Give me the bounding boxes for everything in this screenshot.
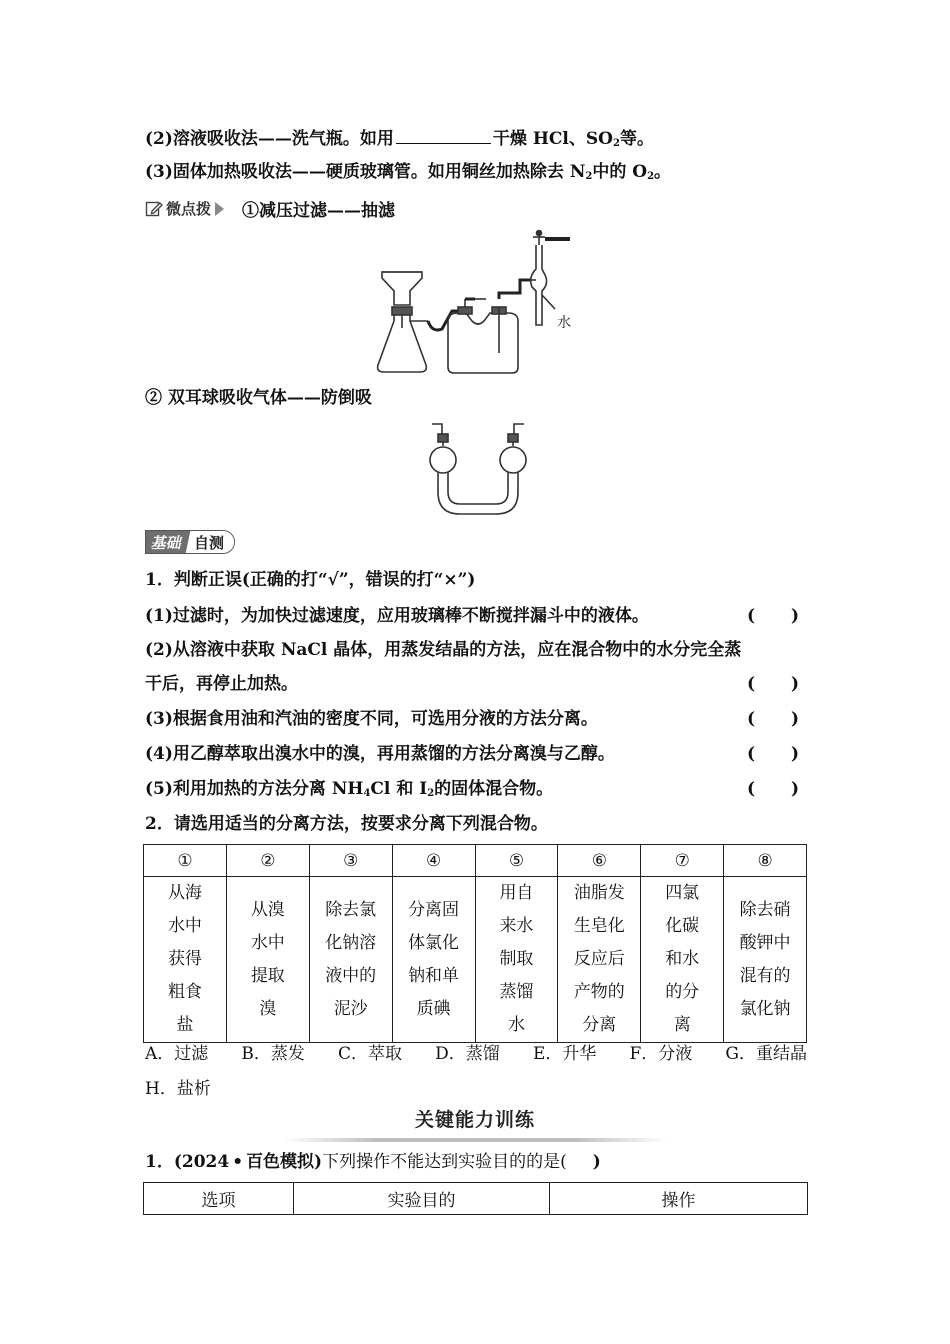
option: A．过滤 bbox=[145, 1044, 209, 1064]
suction-filtration-diagram bbox=[370, 225, 590, 380]
buchner-funnel bbox=[382, 272, 422, 305]
answer-parens: ( ) bbox=[747, 779, 799, 799]
section-title-rule bbox=[282, 1138, 668, 1142]
safety-bottle bbox=[448, 313, 518, 373]
option: G．重结晶 bbox=[725, 1044, 807, 1064]
q1-item-2-cont: 干后，再停止加热。 bbox=[145, 674, 298, 694]
q1-item-4: (4)用乙醇萃取出溴水中的溴，再用蒸馏的方法分离溴与乙醇。 bbox=[145, 744, 615, 764]
tip-item-1: ①减压过滤——抽滤 bbox=[242, 201, 396, 221]
option: E．升华 bbox=[532, 1044, 597, 1064]
training-q1: 1．(2024 • 百色模拟)下列操作不能达到实验目的的是( ) bbox=[145, 1152, 601, 1172]
table-cell: 从海 水中 获得 粗食 盐 bbox=[144, 877, 227, 1043]
tip-item-2: ② 双耳球吸收气体——防倒吸 bbox=[145, 388, 372, 408]
answer-parens: ( ) bbox=[747, 744, 799, 764]
water-aspirator bbox=[531, 245, 547, 325]
option-h: H．盐析 bbox=[145, 1079, 211, 1099]
tip-tag bbox=[145, 196, 395, 221]
table-cell: 用自 来水 制取 蒸馏 水 bbox=[475, 877, 558, 1043]
table-row bbox=[144, 877, 807, 1043]
q1-item-1: (1)过滤时，为加快过滤速度，应用玻璃棒不断搅拌漏斗中的液体。 bbox=[145, 606, 649, 626]
method-2-line: (2)溶液吸收法——洗气瓶。如用 干燥 HCl、$SO_2$等。 bbox=[145, 129, 654, 149]
option: B．蒸发 bbox=[241, 1044, 305, 1064]
table-header-cell: ⑤ bbox=[475, 845, 558, 877]
table-header-cell: 实验目的 bbox=[294, 1183, 550, 1215]
q1-item-3: (3)根据食用油和汽油的密度不同，可选用分液的方法分离。 bbox=[145, 709, 598, 729]
q1-item-5: (5)利用加热的方法分离 $NH_4Cl$ 和 $I_2$的固体混合物。 bbox=[145, 779, 554, 799]
table-header-cell: ⑦ bbox=[641, 845, 724, 877]
table-header-cell: 操作 bbox=[550, 1183, 808, 1215]
answer-parens: ( ) bbox=[747, 606, 799, 626]
table-header-cell: ⑥ bbox=[558, 845, 641, 877]
table-cell: 四氯 化碳 和水 的分 离 bbox=[641, 877, 724, 1043]
q2-title: 2．请选用适当的分离方法，按要求分离下列混合物。 bbox=[145, 814, 548, 834]
table-cell: 从溴 水中 提取 溴 bbox=[226, 877, 309, 1043]
option: D．蒸馏 bbox=[435, 1044, 500, 1064]
table-header-cell: 选项 bbox=[144, 1183, 294, 1215]
table-header-cell: ② bbox=[226, 845, 309, 877]
self-test-badge: 基础 自测 bbox=[145, 530, 235, 554]
table-cell: 油脂发 生皂化 反应后 产物的 分离 bbox=[558, 877, 641, 1043]
table-cell: 除去硝 酸钾中 混有的 氯化钠 bbox=[724, 877, 807, 1043]
left-bulb bbox=[430, 447, 456, 473]
table-cell: 除去氯 化钠溶 液中的 泥沙 bbox=[309, 877, 392, 1043]
q1-item-2: (2)从溶液中获取 NaCl 晶体，用蒸发结晶的方法，应在混合物中的水分完全蒸 bbox=[145, 640, 742, 660]
pencil-note-icon bbox=[145, 200, 163, 218]
table-header-row bbox=[144, 845, 807, 877]
table-header-cell: ① bbox=[144, 845, 227, 877]
triangle-icon bbox=[215, 202, 224, 216]
double-bulb-u-tube-diagram bbox=[430, 420, 526, 520]
water-label: 水 bbox=[557, 316, 571, 331]
option: C．萃取 bbox=[338, 1044, 403, 1064]
table-header-cell: ⑧ bbox=[724, 845, 807, 877]
table-header-cell: ④ bbox=[392, 845, 475, 877]
tip-label: 微点拨 bbox=[145, 198, 211, 219]
section-title: 关键能力训练 bbox=[282, 1105, 668, 1142]
table-cell: 分离固 体氯化 钠和单 质碘 bbox=[392, 877, 475, 1043]
table-header-row bbox=[144, 1183, 808, 1215]
options-row bbox=[145, 1043, 807, 1065]
method-3-line: (3)固体加热吸收法——硬质玻璃管。如用铜丝加热除去 $N_2$中的 $O_2$。 bbox=[145, 162, 672, 182]
separation-table bbox=[143, 844, 807, 1043]
option: F．分液 bbox=[629, 1044, 693, 1064]
answer-parens: ( ) bbox=[747, 674, 799, 694]
q1-title-line: 1．判断正误(正确的打“√”，错误的打“×”) bbox=[145, 570, 476, 590]
answer-blank bbox=[396, 127, 491, 144]
answer-parens: ( ) bbox=[747, 709, 799, 729]
experiment-table bbox=[143, 1182, 808, 1215]
table-header-cell: ③ bbox=[309, 845, 392, 877]
right-bulb bbox=[500, 447, 526, 473]
